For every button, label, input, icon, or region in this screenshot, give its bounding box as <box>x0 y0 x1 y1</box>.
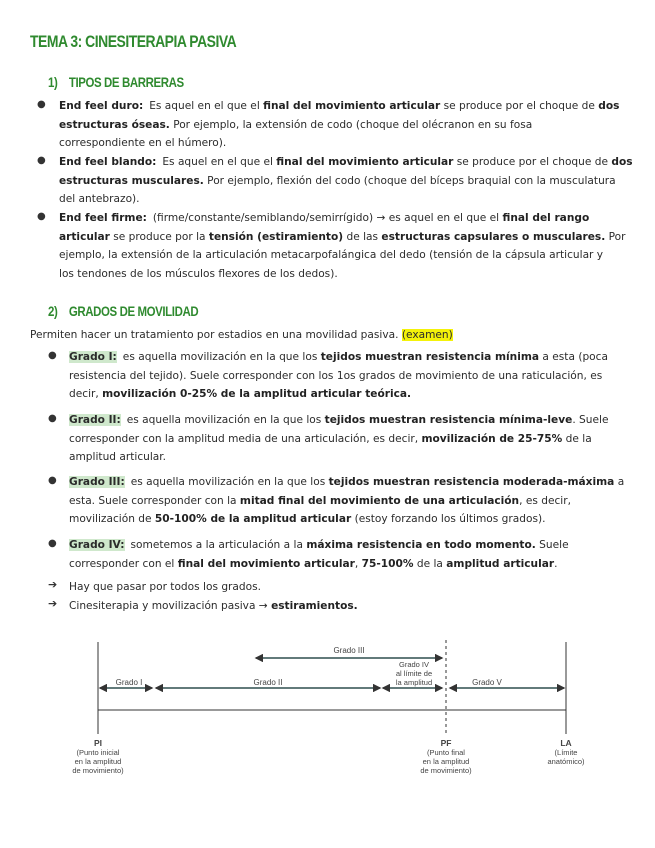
grade-line <box>69 473 629 492</box>
body-text: , es decir, <box>519 494 571 507</box>
bold-text: máxima resistencia en todo momento. <box>306 539 536 551</box>
grade-line <box>69 430 629 449</box>
arrow-bullet-icon: ➔ <box>48 578 58 591</box>
section-number: 1) <box>48 74 58 90</box>
bullet-icon: ● <box>48 350 57 361</box>
body-text: esta. Suele corresponder con la <box>69 494 240 507</box>
section-heading-grados <box>48 303 198 319</box>
body-text: (firme/constante/semiblando/semirrígido) → es aquel en el que el <box>152 212 503 224</box>
pi-desc: de movimiento) <box>72 766 124 775</box>
bullet-icon: ● <box>48 538 57 549</box>
note-text: Hay que pasar por todos los grados. <box>69 581 262 593</box>
body-text: los tendones de los músculos flexores de los dedos). <box>59 267 338 280</box>
bold-text: movilización de 25-75% <box>421 432 563 445</box>
la-label: LA <box>560 738 572 748</box>
section-heading-barreras <box>48 74 184 90</box>
bold-text: tensión (estiramiento) <box>208 230 344 243</box>
body-text: (estoy forzando los últimos grados). <box>351 513 546 526</box>
grade-line <box>69 536 629 555</box>
bold-text: amplitud articular <box>446 557 555 570</box>
grade-label: Grado II: <box>69 414 121 426</box>
bold-text: dos <box>598 100 620 112</box>
bold-text: 75-100% <box>361 557 414 570</box>
list-item-line <box>59 246 629 265</box>
body-text: correspondiente en el húmero). <box>59 137 227 150</box>
section-number: 2) <box>48 303 58 319</box>
term-label: End feel duro: <box>59 100 144 112</box>
term-label: End feel blando: <box>59 156 157 168</box>
note-bold: estiramientos. <box>271 600 358 612</box>
bold-text: final del movimiento articular <box>276 156 454 168</box>
bold-text: final del rango <box>502 212 590 224</box>
grade-line <box>69 555 629 574</box>
body-text: Por ejemplo, flexión del codo (choque del bíceps braquial con la musculatura <box>203 174 616 187</box>
pf-label: PF <box>440 738 452 748</box>
body-text: se produce por la <box>109 230 209 243</box>
intro-body: Permiten hacer un tratamiento por estadios en una movilidad pasiva. <box>30 329 399 341</box>
body-text: de las <box>343 230 382 243</box>
bold-text: tejidos muestran resistencia moderada-máxima <box>328 476 615 488</box>
grado-iv-label: Grado IV <box>398 660 430 669</box>
bullet-icon: ● <box>48 475 57 486</box>
pi-desc: (Punto inicial <box>76 748 120 757</box>
pf-desc: (Punto final <box>427 748 465 757</box>
list-item-line <box>59 190 629 209</box>
grade-line <box>69 385 629 404</box>
body-text: movilización de <box>69 513 155 526</box>
note-item <box>69 578 261 597</box>
body-text: Es aquel en el que el <box>162 156 277 168</box>
body-text: se produce por el choque de <box>440 100 599 112</box>
body-text: es aquella movilización en la que los <box>122 351 321 363</box>
bold-text: movilización 0-25% de la amplitud articular teórica. <box>102 388 412 401</box>
body-text: se produce por el choque de <box>453 156 612 168</box>
list-item-line <box>59 265 629 284</box>
la-desc: (Límite <box>554 748 578 757</box>
bullet-icon: ● <box>48 413 57 424</box>
body-text: corresponder con la amplitud media de una articulación, es decir, <box>69 432 422 445</box>
list-item-line <box>59 97 629 116</box>
exam-tag: (examen) <box>401 329 453 341</box>
grado-v-label: Grado V <box>472 678 502 687</box>
body-text: Por <box>605 230 626 243</box>
body-text: es aquella movilización en la que los <box>130 476 329 488</box>
intro-text <box>30 326 453 345</box>
section-title: GRADOS DE MOVILIDAD <box>68 303 199 319</box>
bold-text: estructuras musculares. <box>59 174 204 187</box>
bold-text: estructuras óseas. <box>59 118 170 131</box>
grade-line <box>69 510 629 529</box>
grade-line <box>69 348 629 367</box>
grade-label: Grado IV: <box>69 539 125 551</box>
note-text: Cinesiterapia y movilización pasiva → <box>69 600 272 612</box>
arrow-bullet-icon: ➔ <box>48 597 58 610</box>
bold-text: tejidos muestran resistencia mínima <box>320 351 540 363</box>
bold-text: tejidos muestran resistencia mínima-leve <box>324 414 573 426</box>
body-text: . <box>554 557 558 570</box>
body-text: corresponder con el <box>69 557 178 570</box>
body-text: Es aquel en el que el <box>149 100 264 112</box>
body-text: del antebrazo). <box>59 193 140 206</box>
pi-label: PI <box>93 738 103 748</box>
grado-iii-label: Grado III <box>333 646 365 655</box>
body-text: , <box>354 557 362 570</box>
list-item-line <box>59 116 629 135</box>
grade-line <box>69 492 629 511</box>
body-text: a <box>614 476 625 488</box>
body-text: ejemplo, la extensión de la articulación metacarpofalángica del dedo (tensión de la cápsula articular y <box>59 249 604 262</box>
list-item-line <box>59 209 629 228</box>
bold-text: final del movimiento articular <box>177 557 355 570</box>
grade-line <box>69 411 629 430</box>
bold-text: articular <box>59 230 110 243</box>
grade-label: Grado III: <box>69 476 125 488</box>
bold-text: mitad final del movimiento de una articulación <box>239 494 520 507</box>
body-text: a esta (poca <box>539 351 608 363</box>
grade-label: Grado I: <box>69 351 117 363</box>
body-text: de la <box>562 432 592 445</box>
grado-iv-label: al límite de <box>395 669 433 678</box>
body-text: sometemos a la articulación a la <box>130 539 307 551</box>
page-title: TEMA 3: CINESITERAPIA PASIVA <box>30 32 237 51</box>
pf-desc: de movimiento) <box>420 766 472 775</box>
pi-desc: en la amplitud <box>74 757 122 766</box>
pf-desc: en la amplitud <box>422 757 470 766</box>
bullet-icon: ● <box>37 99 46 110</box>
body-text: . Suele <box>572 414 609 426</box>
body-text: de la <box>413 557 447 570</box>
bullet-icon: ● <box>37 211 46 222</box>
grado-ii-label: Grado II <box>253 678 283 687</box>
section-title: TIPOS DE BARRERAS <box>68 74 184 90</box>
bullet-icon: ● <box>37 155 46 166</box>
bold-text: dos <box>611 156 633 168</box>
la-desc: anatómico) <box>547 757 585 766</box>
list-item-line <box>59 228 629 247</box>
note-item <box>69 597 358 616</box>
bold-text: final del movimiento articular <box>263 100 441 112</box>
grado-i-label: Grado I <box>115 678 143 687</box>
grade-line <box>69 367 629 386</box>
grades-diagram <box>0 630 655 790</box>
list-item-line <box>59 172 629 191</box>
body-text: resistencia del tejido). Suele corresponder con los 1os grados de movimiento de una raticulación, es <box>69 369 603 382</box>
list-item-line <box>59 153 633 172</box>
grado-iv-label: la amplitud <box>395 678 433 687</box>
body-text: Por ejemplo, la extensión de codo (choque del olécranon en su fosa <box>169 118 533 131</box>
body-text: decir, <box>69 388 103 401</box>
body-text: amplitud articular. <box>69 451 167 464</box>
body-text: Suele <box>535 539 569 551</box>
grade-line <box>69 448 629 467</box>
bold-text: estructuras capsulares o musculares. <box>381 230 606 243</box>
list-item-line <box>59 134 629 153</box>
term-label: End feel firme: <box>59 212 147 224</box>
bold-text: 50-100% de la amplitud articular <box>154 513 352 526</box>
body-text: es aquella movilización en la que los <box>126 414 325 426</box>
